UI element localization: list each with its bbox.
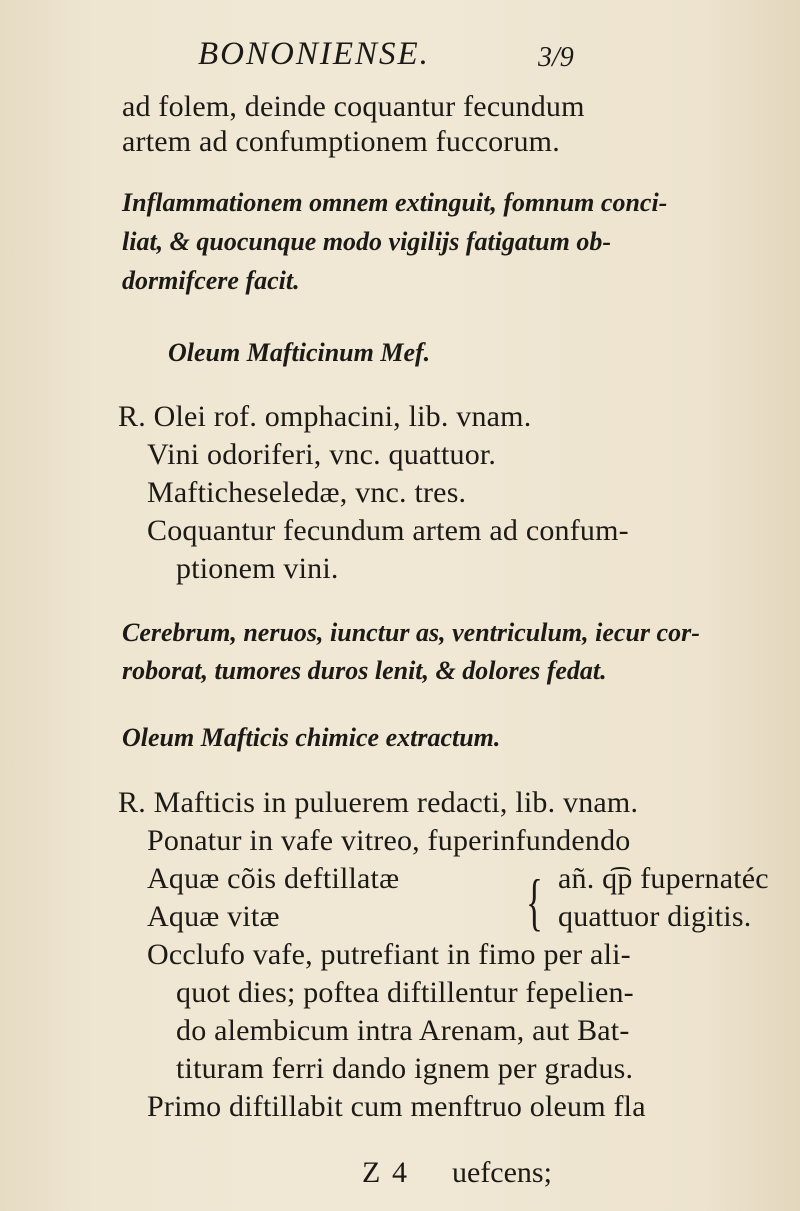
text-line: quattuor digitis. [558,900,752,933]
text-line: ad folem, deinde coquantur fecundum [122,90,585,123]
catchword: uefcens; [452,1156,552,1189]
running-title: BONONIENSE. [198,36,430,72]
text-line: artem ad confumptionem fuccorum. [122,125,560,158]
text-line: Mafticheseledæ, vnc. tres. [147,476,467,509]
brace-glyph: { [526,866,543,937]
text-line: Aquæ cõis deftillatæ [147,862,400,895]
text-line: añ. q͡p fupernatéc [558,862,769,895]
text-line: liat, & quocunque modo vigilijs fatigatum ob- [122,227,611,256]
signature-mark: Z [362,1156,381,1189]
text-line: Inflammationem omnem extinguit, fomnum conci- [122,188,668,217]
text-line: R. Mafticis in puluerem redacti, lib. vnam. [118,786,639,819]
text-line: Vini odoriferi, vnc. quattuor. [147,438,497,471]
text-line: Coquantur fecundum artem ad confum- [147,514,629,547]
signature-number: 4 [392,1156,407,1189]
text-line: Primo diftillabit cum menftruo oleum fla [147,1090,646,1123]
page-number: 3/9 [538,42,574,73]
text-line: ptionem vini. [176,552,339,585]
recipe-heading: Oleum Mafticis chimice extractum. [122,723,501,752]
recipe-heading: Oleum Mafticinum Mef. [168,338,431,367]
text-line: do alembicum intra Arenam, aut Bat- [176,1014,630,1047]
text-line: Ponatur in vafe vitreo, fuperinfundendo [147,824,631,857]
text-line: Occlufo vafe, putrefiant in fimo per ali- [147,938,631,971]
text-line: quot dies; poftea diftillentur fepelien- [176,976,634,1009]
text-line: R. Olei rof. omphacini, lib. vnam. [118,400,532,433]
text-line: dormifcere facit. [122,266,300,295]
text-line: Cerebrum, neruos, iunctur as, ventriculum, iecur cor- [122,618,700,647]
text-line: Aquæ vitæ [147,900,280,933]
text-line: roborat, tumores duros lenit, & dolores fedat. [122,656,607,685]
text-line: tituram ferri dando ignem per gradus. [176,1052,634,1085]
